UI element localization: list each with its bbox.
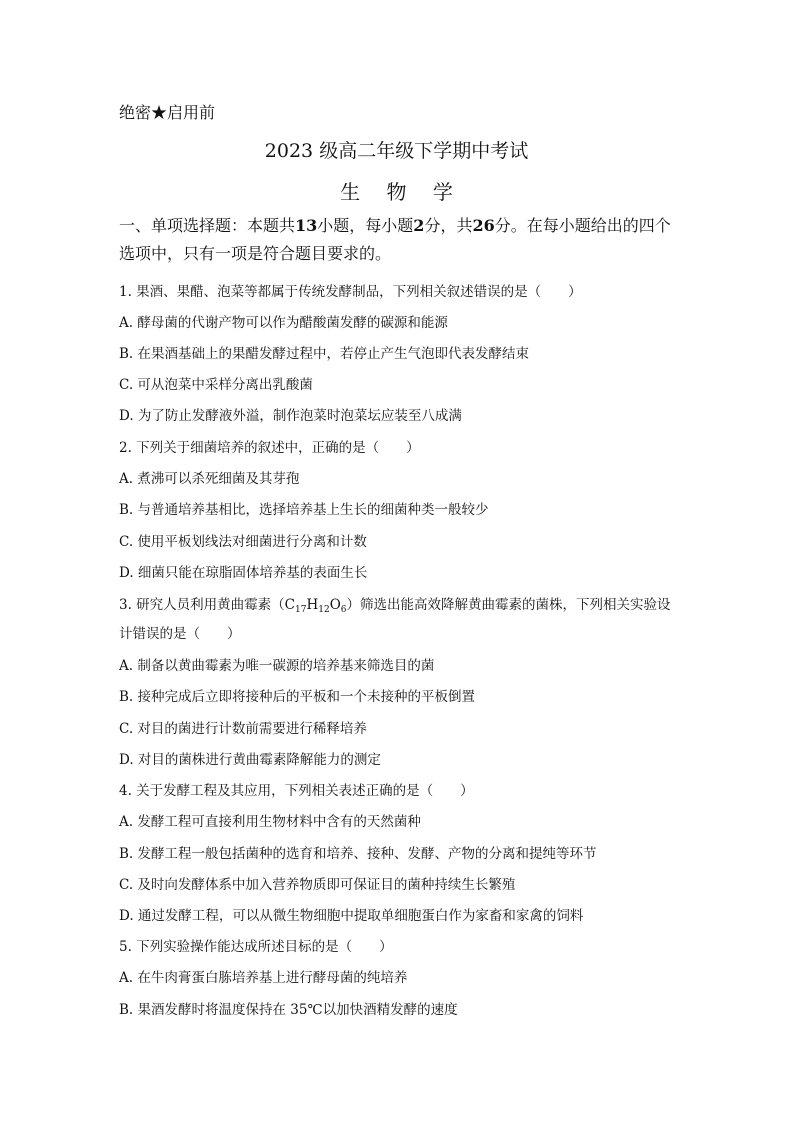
question-1-option-d: D. 为了防止发酵液外溢，制作泡菜时泡菜坛应装至八成满 <box>119 408 462 424</box>
question-5-stem: 5. 下列实验操作能达成所述目标的是（ ） <box>119 939 393 955</box>
question-2-option-c: C. 使用平板划线法对细菌进行分离和计数 <box>119 534 367 550</box>
question-5-option-a: A. 在牛肉膏蛋白胨培养基上进行酵母菌的纯培养 <box>119 970 408 986</box>
question-2-option-d: D. 细菌只能在琼脂固体培养基的表面生长 <box>119 565 368 581</box>
question-4-option-a: A. 发酵工程可直接利用生物材料中含有的天然菌种 <box>119 814 421 830</box>
question-4-option-b: B. 发酵工程一般包括菌种的选育和培养、接种、发酵、产物的分离和提纯等环节 <box>119 846 597 862</box>
question-3-stem-line2: 计错误的是（ ） <box>119 626 241 642</box>
question-3-option-c: C. 对目的菌进行计数前需要进行稀释培养 <box>119 721 367 737</box>
question-3-option-d: D. 对目的菌株进行黄曲霉素降解能力的测定 <box>119 752 381 768</box>
section-instructions: 一、单项选择题：本题共13小题，每小题2分，共26分。在每小题给出的四个选项中，只有一项是符合题目要求的。 <box>119 216 671 263</box>
question-1-option-b: B. 在果酒基础上的果醋发酵过程中，若停止产生气泡即代表发酵结束 <box>119 346 530 362</box>
question-3-option-a: A. 制备以黄曲霉素为唯一碳源的培养基来筛选目的菌 <box>119 658 435 674</box>
question-4-option-c: C. 及时向发酵体系中加入营养物质即可保证目的菌种持续生长繁殖 <box>119 877 516 893</box>
question-3-stem: 3. 研究人员利用黄曲霉素$(C_{17}H_{12}O_6)$筛选出能高效降解黄曲霉素的菌株，下列相关实验设 <box>119 597 671 615</box>
question-3-option-b: B. 接种完成后立即将接种后的平板和一个未接种的平板倒置 <box>119 689 476 705</box>
question-1-stem: 1. 果酒、果醋、泡菜等都属于传统发酵制品，下列相关叙述错误的是（ ） <box>119 284 582 300</box>
question-1-option-c: C. 可从泡菜中采样分离出乳酸菌 <box>119 377 313 393</box>
question-5-option-b: B. 果酒发酵时将温度保持在 35℃以加快酒精发酵的速度 <box>119 1002 458 1018</box>
subject-title: 生 物 学 <box>340 180 463 204</box>
question-2-stem: 2. 下列关于细菌培养的叙述中，正确的是（ ） <box>119 440 420 456</box>
question-4-stem: 4. 关于发酵工程及其应用，下列相关表述正确的是（ ） <box>119 783 474 799</box>
question-2-option-b: B. 与普通培养基相比，选择培养基上生长的细菌种类一般较少 <box>119 502 489 518</box>
question-2-option-a: A. 煮沸可以杀死细菌及其芽孢 <box>119 471 300 487</box>
exam-title: 2023 级高二年级下学期中考试 <box>264 140 529 162</box>
confidential-mark: 绝密★启用前 <box>119 103 216 122</box>
question-1-option-a: A. 酵母菌的代谢产物可以作为醋酸菌发酵的碳源和能源 <box>119 315 448 331</box>
question-4-option-d: D. 通过发酵工程，可以从微生物细胞中提取单细胞蛋白作为家畜和家禽的饲料 <box>119 908 584 924</box>
